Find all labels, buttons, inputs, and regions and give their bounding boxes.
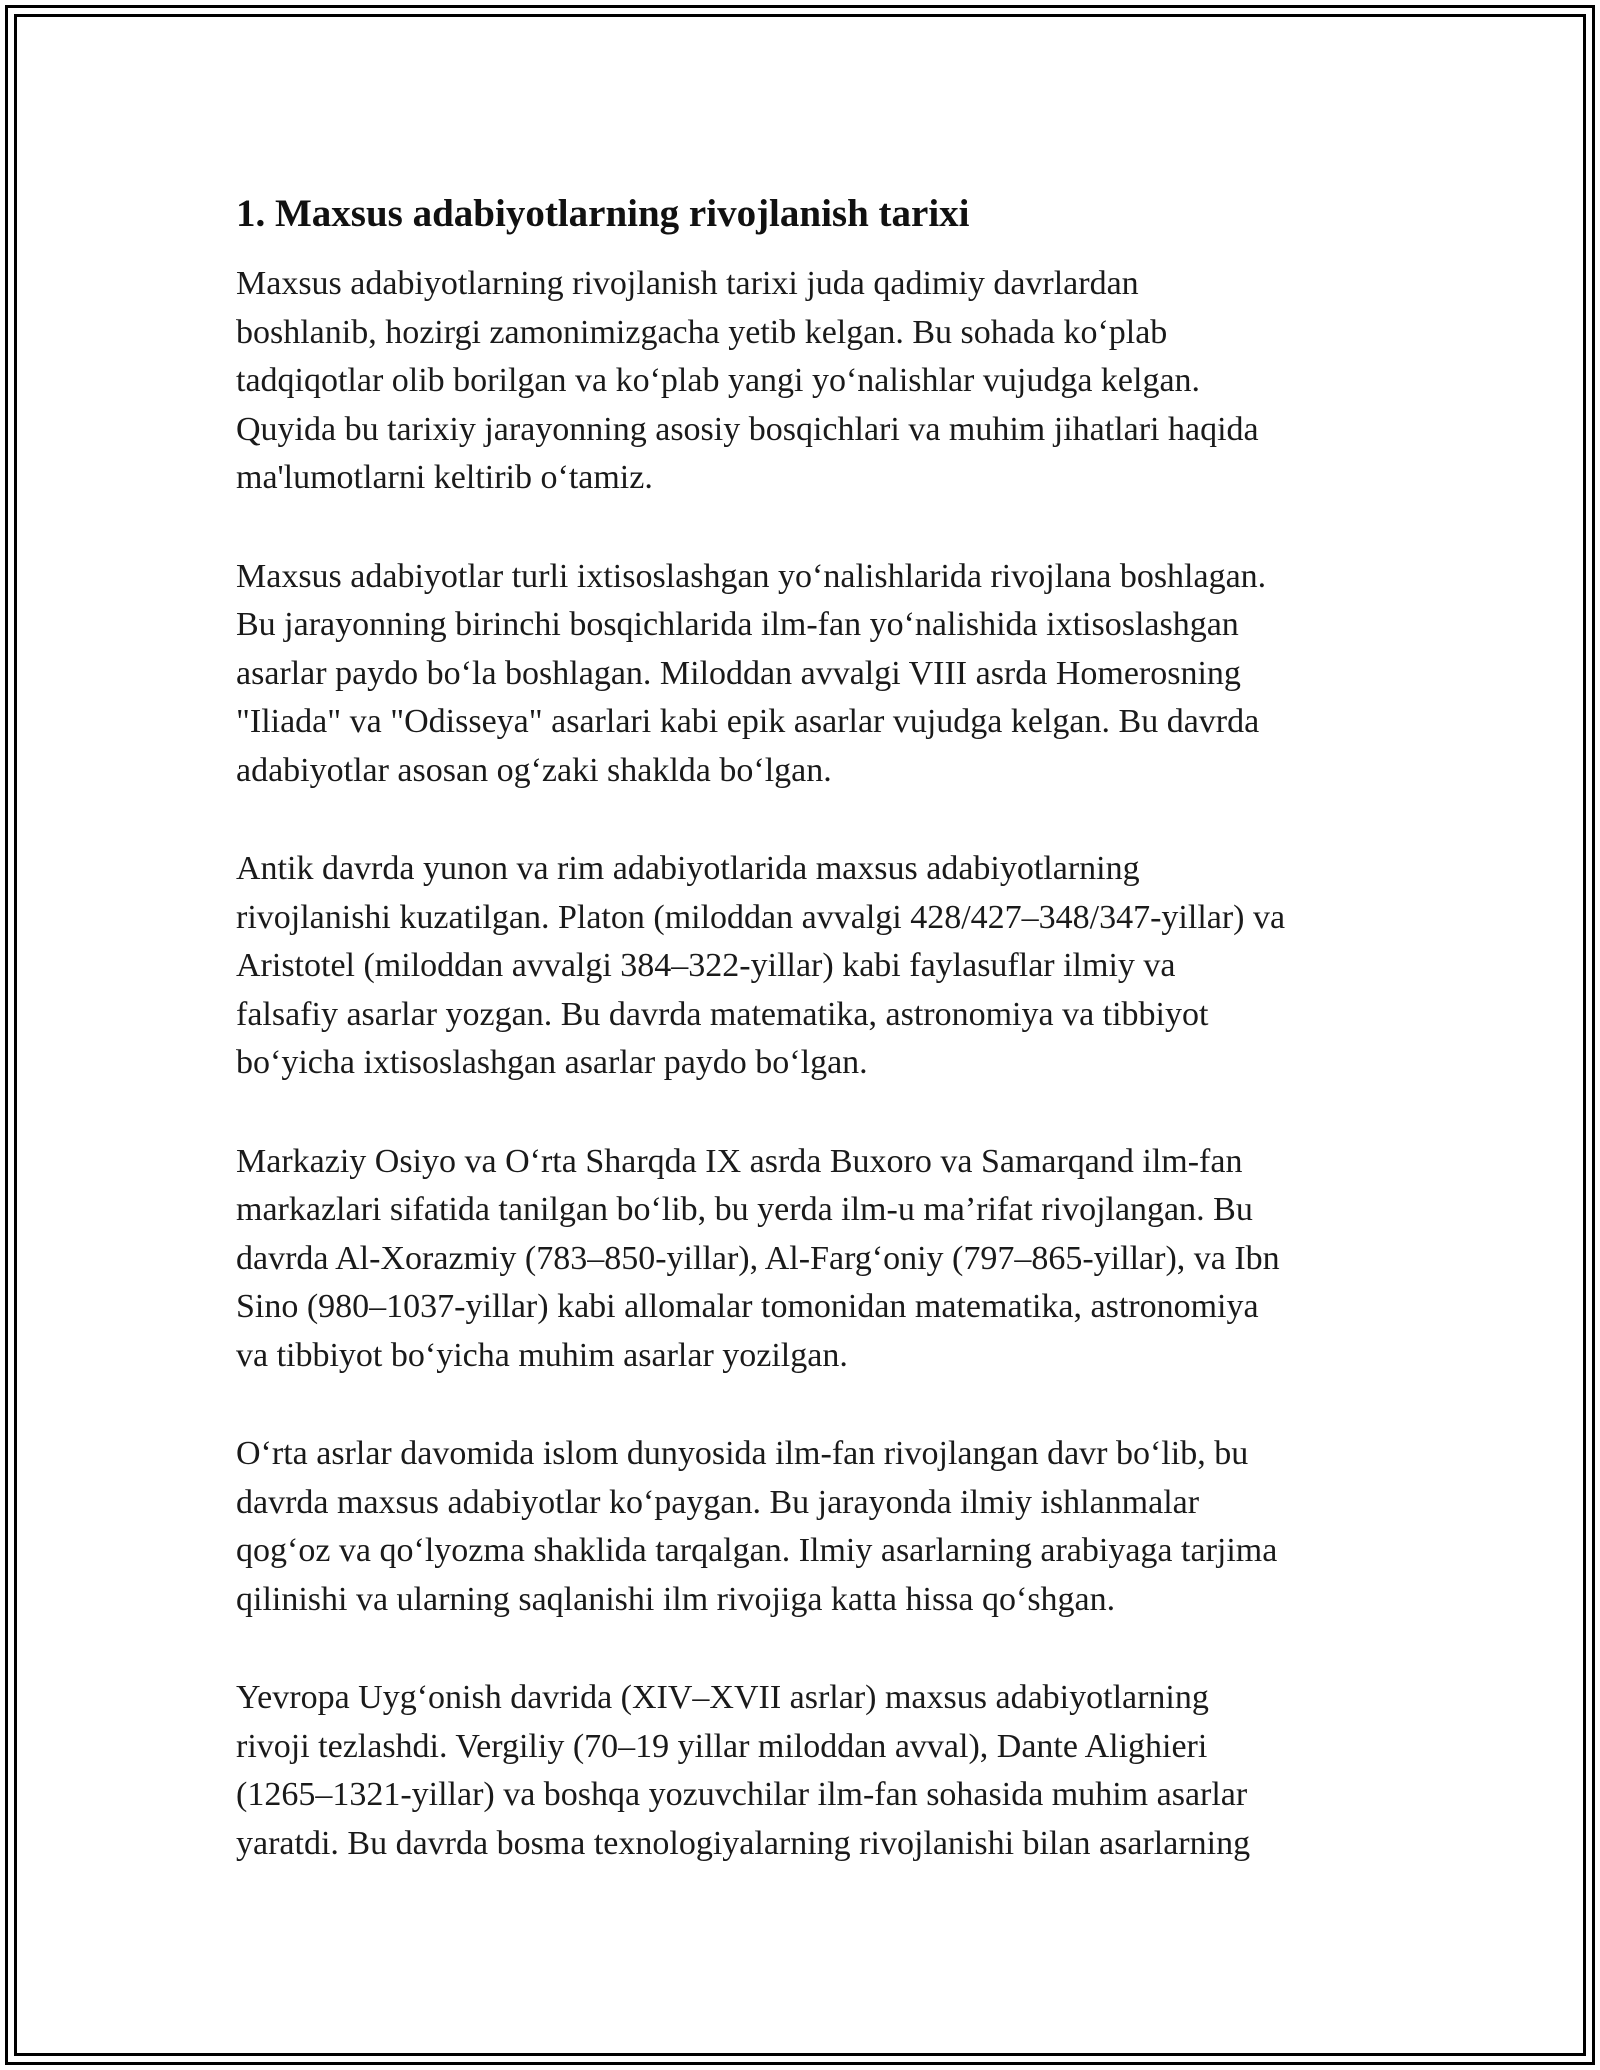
paragraph-line: davrda Al-Xorazmiy (783–850-yillar), Al-Farg‘oniy (797–865-yillar), va Ibn <box>236 1239 1280 1277</box>
paragraph-line: bo‘yicha ixtisoslashgan asarlar paydo bo‘lgan. <box>236 1044 868 1081</box>
paragraph-line: falsafiy asarlar yozgan. Bu davrda matematika, astronomiya va tibbiyot <box>236 995 1209 1033</box>
section-heading: 1. Maxsus adabiyotlarning rivojlanish tarixi <box>236 192 970 235</box>
paragraph-line: rivojlanishi kuzatilgan. Platon (miloddan avvalgi 428/427–348/347-yillar) va <box>236 898 1286 936</box>
paragraph <box>236 260 1386 503</box>
paragraph-line: ma'lumotlarni keltirib o‘tamiz. <box>236 459 653 496</box>
paragraph-line: markazlari sifatida tanilgan bo‘lib, bu yerda ilm-u ma’rifat rivojlangan. Bu <box>236 1191 1253 1228</box>
document-body <box>236 188 1386 1918</box>
paragraph-line: Markaziy Osiyo va O‘rta Sharqda IX asrda Buxoro va Samarqand ilm-fan <box>236 1142 1243 1180</box>
paragraph-line: Yevropa Uyg‘onish davrida (XIV–XVII asrlar) maxsus adabiyotlarning <box>236 1679 1209 1716</box>
paragraph <box>236 1674 1386 1868</box>
paragraph <box>236 553 1386 796</box>
paragraph-line: qog‘oz va qo‘lyozma shaklida tarqalgan. Ilmiy asarlarning arabiyaga tarjima <box>236 1532 1278 1569</box>
paragraph-line: Aristotel (miloddan avvalgi 384–322-yillar) kabi faylasuflar ilmiy va <box>236 947 1176 984</box>
paragraph-line: Sino (980–1037-yillar) kabi allomalar tomonidan matematika, astronomiya <box>236 1288 1259 1325</box>
paragraph-line: adabiyotlar asosan og‘zaki shaklda bo‘lgan. <box>236 751 832 789</box>
paragraph-line: qilinishi va ularning saqlanishi ilm rivojiga katta hissa qo‘shgan. <box>236 1580 1116 1618</box>
paragraph-line: rivoji tezlashdi. Vergiliy (70–19 yillar miloddan avval), Dante Alighieri <box>236 1727 1208 1765</box>
paragraph-line: Quyida bu tarixiy jarayonning asosiy bosqichlari va muhim jihatlari haqida <box>236 410 1259 448</box>
paragraph-line: davrda maxsus adabiyotlar ko‘paygan. Bu jarayonda ilmiy ishlanmalar <box>236 1483 1200 1521</box>
paragraph <box>236 845 1386 1088</box>
paragraph-line: yaratdi. Bu davrda bosma texnologiyalarning rivojlanishi bilan asarlarning <box>236 1824 1251 1862</box>
paragraph-line: "Iliada" va "Odisseya" asarlari kabi epik asarlar vujudga kelgan. Bu davrda <box>236 703 1260 740</box>
paragraph-line: Maxsus adabiyotlar turli ixtisoslashgan yo‘nalishlarida rivojlana boshlagan. <box>236 557 1267 595</box>
paragraph-line: boshlanib, hozirgi zamonimizgacha yetib kelgan. Bu sohada ko‘plab <box>236 313 1168 351</box>
paragraph-line: tadqiqotlar olib borilgan va ko‘plab yangi yo‘nalishlar vujudga kelgan. <box>236 362 1201 399</box>
paragraph <box>236 1430 1386 1624</box>
paragraph-line: va tibbiyot bo‘yicha muhim asarlar yozilgan. <box>236 1336 848 1374</box>
paragraph-line: asarlar paydo bo‘la boshlagan. Miloddan avvalgi VIII asrda Homerosning <box>236 654 1241 692</box>
paragraph-line: O‘rta asrlar davomida islom dunyosida ilm-fan rivojlangan davr bo‘lib, bu <box>236 1435 1249 1472</box>
paragraph <box>236 1138 1386 1381</box>
paragraph-line: Maxsus adabiyotlarning rivojlanish tarixi juda qadimiy davrlardan <box>236 265 1139 302</box>
paragraph-line: (1265–1321-yillar) va boshqa yozuvchilar ilm-fan sohasida muhim asarlar <box>236 1776 1248 1813</box>
paragraph-list <box>236 260 1386 1868</box>
paragraph-line: Bu jarayonning birinchi bosqichlarida ilm-fan yo‘nalishida ixtisoslashgan <box>236 606 1239 643</box>
paragraph-line: Antik davrda yunon va rim adabiyotlarida maxsus adabiyotlarning <box>236 850 1140 887</box>
